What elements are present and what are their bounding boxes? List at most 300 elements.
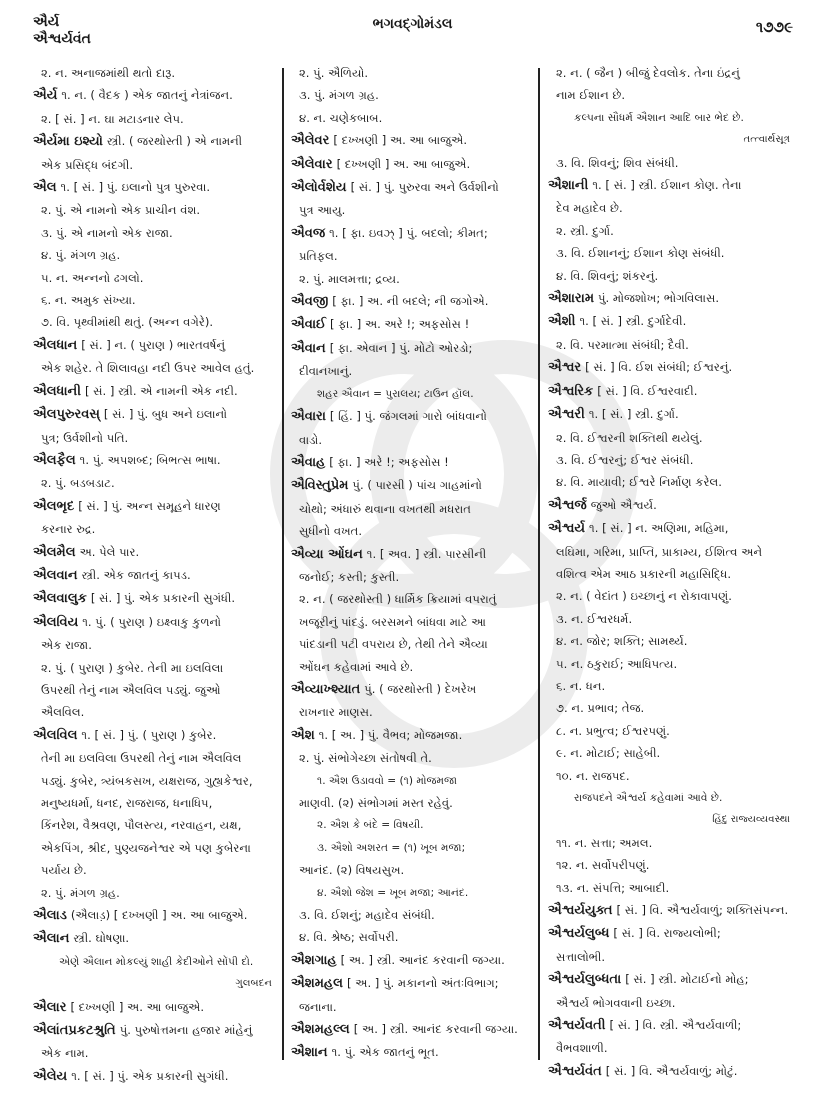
definition-line [291, 268, 531, 290]
definition-line [291, 498, 531, 520]
definition-line [291, 84, 531, 106]
definition-line [33, 289, 276, 311]
usage-example [291, 814, 531, 836]
definition-text: [ ફા. ] અરે !; અફસોસ ! [329, 454, 449, 469]
headword: ઐલવિલ [33, 727, 78, 743]
definition-text: સ્ત્રી. ( જરથોસ્તી ) એ નામની [106, 134, 243, 149]
definition-line [291, 520, 531, 542]
definition-text: [ ફા. એવાન ] પું. મોટો ઓરડો; [329, 340, 473, 355]
definition-text: ૨. પું. ઐળિયો. [299, 66, 369, 80]
definition-text: ૩. પું. મંગળ ગ્રહ. [299, 88, 379, 103]
definition-line [33, 108, 276, 130]
dictionary-entry [291, 949, 531, 972]
definition-text: ૨. પું. ( પુરાણ ) કુબેર. તેની મા ઇલવિલા [41, 660, 224, 675]
definition-line [33, 154, 276, 176]
usage-example [33, 951, 276, 973]
definition-text: ૮. ન. પ્રભુત્વ; ઈશ્વરપણું. [556, 723, 670, 738]
usage-example [291, 837, 531, 859]
dictionary-entry [33, 564, 276, 587]
definition-text: [ સં. ] વિ. સ્ત્રી. ઐશ્વર્યવાળી; [609, 1018, 742, 1033]
definition-line [548, 84, 794, 106]
definition-line [548, 653, 794, 675]
definition-text: રાજપદને ઐશ્વર્ય કહેવામાં આવે છે. [574, 792, 723, 804]
definition-text: વૈભવશાળી. [556, 1041, 608, 1056]
definition-text: ૧. [ સં. ] ન. અણિમા, મહિમા, [589, 521, 729, 536]
definition-text: ૭. વિ. પૃથ્વીમાંથી થતું. (અન્ન વગેરે). [41, 315, 214, 330]
dictionary-entry [33, 927, 276, 950]
definition-line [548, 720, 794, 742]
dictionary-entry [33, 403, 276, 426]
definition-text: સ્ત્રી. એક જાતનું કાપડ. [81, 567, 191, 582]
definition-line [33, 792, 276, 814]
definition-text: ૩. વિ. ઈશનું; મહાદેવ સંબંધી. [299, 908, 435, 923]
dictionary-entry [291, 290, 531, 313]
definition-line [291, 360, 531, 382]
headword: ઐવજી [291, 294, 329, 310]
definition-line [291, 566, 531, 588]
definition-text: ઐશ્વર્ય ભોગવવાની ઇચ્છા. [556, 995, 676, 1010]
definition-line [548, 541, 794, 563]
dictionary-entry [33, 380, 276, 403]
headword: ઐલેવાર [291, 156, 333, 172]
definition-text: ૧. ઐશ ઉડાવવો = (૧) મોજમજા [317, 774, 458, 787]
dictionary-entry [548, 968, 794, 991]
definition-text: [ સં. ] પું. પુરુરવા અને ઉર્વશીનો [350, 180, 499, 195]
definition-text: [ સં. ] વિ. ઈશ સંબંધી; ઈશ્વરનું. [585, 360, 733, 375]
dictionary-entry [33, 611, 276, 634]
definition-line [548, 449, 794, 471]
definition-line [33, 679, 276, 701]
dictionary-entry [548, 1060, 794, 1083]
usage-example [548, 107, 794, 129]
definition-line [33, 267, 276, 289]
dictionary-entry [33, 996, 276, 1019]
dictionary-entry [291, 724, 531, 747]
headword: ઐશ્વર્જ [548, 497, 587, 513]
citation-source [548, 129, 794, 151]
dictionary-entry [548, 899, 794, 922]
definition-line [291, 245, 531, 267]
definition-text: ૪. ઐશો જેશ = ખૂબ મજા; આનંદ. [317, 886, 469, 899]
definition-text: ૩. ઐશો અશરત = (૧) ખૂબ મજા; [317, 841, 466, 854]
definition-text: પુત્ર; ઉર્વશીનો પતિ. [41, 430, 129, 445]
definition-text: ૨. ન. ( જૈન ) બીજું દેવલોક. તેના ઇંદ્રનું [556, 66, 740, 80]
definition-text: કિંનરેશ, વૈશ્રવણ, પૌલસ્ત્ય, નરવાહન, યક્ષ, [41, 818, 242, 833]
dictionary-entry [291, 337, 531, 360]
definition-text: ૪. વિ. માયાવી; ઈશ્વરે નિર્માણ કરેલ. [556, 475, 722, 490]
definition-text: ૪. ન. જોર; શક્તિ; સામર્થ્ય. [556, 634, 688, 649]
headword: ઐશી [548, 314, 576, 330]
headword: ઐલધાન [33, 337, 78, 353]
dictionary-entry [291, 474, 531, 497]
dictionary-entry [33, 1065, 276, 1088]
headword: ઐશ્વર્યલુબ્ધ [548, 926, 610, 942]
definition-text: પુત્ર આયુ. [299, 203, 346, 218]
definition-text: પું. પુરુષોત્તમના હજાર માંહેનું [119, 1023, 253, 1038]
definition-line [291, 701, 531, 723]
headword: ઐશ્વર [548, 360, 582, 376]
definition-text: ૨. ન. ( જરથોસ્તી ) ધાર્મિક ક્રિયામાં વપરાતું [299, 592, 497, 607]
definition-text: ૨. પું. મંગળ ગ્રહ. [41, 885, 120, 900]
dictionary-entry [291, 1041, 531, 1064]
dictionary-entry [291, 972, 531, 995]
definition-text: ૧. [ સં. ] પું. એક પ્રકારની સુગંધી. [71, 1068, 229, 1083]
guide-word-last: ઐશ્વર્યવંત [33, 31, 91, 47]
definition-text: અ. પેલે પાર. [79, 544, 140, 559]
dictionary-entry [33, 176, 276, 199]
column-divider [538, 68, 540, 1060]
citation-source [548, 809, 794, 831]
dictionary-entry [548, 922, 794, 945]
definition-text: એક શહેર. તે શિલાવહા નદી ઉપર આવેલ હતું. [41, 361, 255, 376]
headword: ઐલાર [33, 999, 67, 1015]
dictionary-entry [291, 313, 531, 336]
dictionary-entry [33, 495, 276, 518]
definition-text: ૧. [ સં. ] સ્ત્રી. ઈશાન કોણ. તેના [592, 178, 742, 193]
definition-text: ૨. સ્ત્રી. દુર્ગા. [556, 223, 614, 238]
definition-text: ૨. ઐશ કે બંદે = વિષયી. [317, 819, 424, 832]
definition-text: ૪. વિ. શિવનું; શંકરનું. [556, 268, 659, 283]
definition-line [33, 634, 276, 656]
definition-text: [ ફા. ] અ. અરે !; અફસોસ ! [330, 317, 470, 332]
headword: ઐશ્વર્યવતી [548, 1018, 606, 1034]
headword: ઐલફૈલ [33, 452, 76, 468]
definition-text: [ સં. ] પું. અન્ન સમૂહને ધારણ [78, 498, 221, 513]
definition-text: નામ ઈશાન છે. [556, 88, 626, 103]
definition-line [33, 199, 276, 221]
headword: ઐલમૈલ [33, 544, 76, 560]
headword: ઐલેય [33, 1068, 68, 1084]
definition-line [291, 429, 531, 451]
definition-text: પાંદડાની પટી વપરાય છે, તેથી તેને ઐવ્યા [299, 637, 488, 652]
definition-text: ૬. ન. ધન. [556, 678, 606, 693]
definition-text: [ અ. ] પું. મકાનનો અંતઃવિભાગ; [347, 976, 499, 991]
definition-line [548, 152, 794, 174]
guide-word-first: ઐર્ય [33, 14, 60, 30]
definition-text: એણે ઐલાન મોકલ્યું શાહી કેદીઓને સોંપી દો. [59, 955, 254, 968]
definition-text: [ સં. ] પું. બુધ અને ઇલાનો [103, 407, 228, 422]
definition-text: પર્યાય છે. [41, 863, 87, 878]
definition-text: ૧૨. ન. સર્વોપરીપણું. [556, 858, 650, 873]
definition-text: સુધીનો વખત. [299, 524, 363, 539]
dictionary-entry [33, 84, 276, 107]
definition-text: લઘિમા, ગરિમા, પ્રાપ્તિ, પ્રાકામ્ય, ઈશિત્વ અને [556, 544, 763, 559]
definition-line [33, 701, 276, 723]
definition-text: ૪. વિ. શ્રેષ્ઠ; સર્વોપરી. [299, 930, 399, 945]
definition-text: ઓંઘન કહેવામાં આવે છે. [299, 659, 414, 674]
headword: ઐલાન [33, 931, 70, 947]
definition-text: [ સં. ] વિ. રાજ્યલોભી; [613, 926, 721, 941]
definition-text: ૪. પું. મંગળ ગ્રહ. [41, 248, 121, 263]
definition-text: સ્ત્રી. ઘોષણા. [73, 931, 130, 946]
definition-text: ૩. ન. ઈશ્વરધર્મ. [556, 611, 633, 626]
definition-line [291, 611, 531, 633]
definition-text: ૩. પું. એ નામનો એક રાજા. [41, 225, 173, 240]
headword: ઐશમહલ [291, 976, 343, 992]
definition-text: ૧. [ સં. ] સ્ત્રી. દુર્ગાદેવી. [579, 314, 687, 329]
definition-text: પડ્યું. કુબેર, ત્ર્યંબકસખ, યક્ષરાજ, ગુહ્યકેશ્વર, [41, 773, 253, 788]
headword: ઐલાડ [33, 908, 67, 924]
definition-text: ૯. ન. મોટાઈ; સાહેબી. [556, 746, 661, 761]
definition-line [548, 427, 794, 449]
definition-text: ૧. [ અ. ] પું. વૈભવ; મોજમજા. [318, 727, 463, 742]
definition-line [291, 62, 531, 84]
dictionary-entry [548, 403, 794, 426]
definition-line [548, 946, 794, 968]
definition-text: ૧૩. ન. સંપત્તિ; આબાદી. [556, 880, 670, 895]
dictionary-entry [33, 541, 276, 564]
definition-line [291, 588, 531, 610]
running-title: ભગવદ્ગોમંડલ [372, 16, 453, 32]
headword: ઐવારા [291, 409, 326, 425]
definition-line [548, 765, 794, 787]
definition-text: [ સં. ] વિ. ઈશ્વરવાદી. [597, 383, 698, 398]
dictionary-entry [548, 356, 794, 379]
definition-text: [ દખ્ખણી ] અ. આ બાજુએ. [333, 133, 468, 148]
definition-text: ૧. [ ફા. ઇવઝ્ ] પું. બદલો; કીમત; [329, 225, 488, 240]
dictionary-entry [291, 153, 531, 176]
definition-text: વશિત્વ એમ આઠ પ્રકારની મહાસિદ્ધિ. [556, 566, 732, 581]
definition-text: ૫. ન. ઠકુરાઈ; આધિપત્ય. [556, 656, 678, 671]
definition-text: એકપિંગ, શ્રીદ, પુણ્યજનેશ્વર એ પણ કુબેરના [41, 840, 251, 855]
definition-text: વાડો. [299, 432, 323, 447]
definition-line [33, 427, 276, 449]
headword: ઐલવાલુક [33, 591, 87, 607]
headword: ઐવાન [291, 340, 326, 356]
definition-text: [ સં. ] પું. એક પ્રકારની સુગંધી. [90, 591, 236, 606]
headword: ઐશ [291, 727, 315, 743]
headword: ઐશારામ [548, 291, 595, 307]
definition-text: દેવ મહાદેવ છે. [556, 201, 623, 216]
headword: ઐવાહ [291, 454, 326, 470]
definition-line [548, 1037, 794, 1059]
dictionary-entry [548, 517, 794, 540]
definition-text: ૪. ન. ચણેકબાબ. [299, 110, 383, 125]
headword: ઐર્ય [33, 88, 58, 104]
column-1 [33, 62, 276, 1088]
definition-text: જનાના. [299, 999, 337, 1014]
definition-line [33, 837, 276, 859]
definition-line [33, 472, 276, 494]
definition-line [33, 747, 276, 769]
definition-line [291, 633, 531, 655]
headword: ઐવજ [291, 225, 326, 241]
headword: ઐશમહલ્લ [291, 1022, 350, 1038]
definition-line [548, 675, 794, 697]
dictionary-entry [291, 222, 531, 245]
definition-text: ૨. ન. ( વેદાંત ) ઇચ્છાનું ન રોકાવાપણું. [556, 589, 732, 604]
definition-text: ૧૦. ન. રાજપદ. [556, 768, 630, 783]
definition-line [33, 244, 276, 266]
dictionary-entry [291, 678, 531, 701]
definition-line [33, 222, 276, 244]
headword: ઐર્યમા ઇશ્યો [33, 134, 103, 150]
definition-line [548, 62, 794, 84]
definition-text: ૧. [ સં. ] પું. ( પુરાણ ) કુબેર. [81, 727, 217, 742]
definition-text: ૧. [ સં. ] સ્ત્રી. દુર્ગા. [588, 407, 679, 422]
definition-text: મનુષ્યધર્મા, ધનદ, રાજરાજ, ધનાધિપ, [41, 796, 213, 810]
dictionary-entry [291, 129, 531, 152]
dictionary-entry [33, 724, 276, 747]
dictionary-entry [291, 405, 531, 428]
definition-line [548, 832, 794, 854]
definition-text: ૨. પું. માલમત્તા; દ્રવ્ય. [299, 271, 400, 286]
definition-line [548, 742, 794, 764]
definition-line [33, 882, 276, 904]
headword: ઐલવાન [33, 567, 78, 583]
definition-text: ૧. [ સં. ] પું. ઇલાનો પુત્ર પુરુરવા. [60, 180, 211, 195]
definition-text: ચોથો; અંધારું થવાના વખતથી મધરાત [299, 501, 471, 516]
definition-text: તત્ત્વાર્થસૂત્ર [743, 134, 790, 146]
definition-text: [ દખ્ખણી ] અ. આ બાજુએ. [70, 999, 205, 1014]
headword: ઐલેવર [291, 133, 330, 149]
definition-line [548, 334, 794, 356]
definition-line [291, 199, 531, 221]
headword: ઐવ્યાખ્શ્યાત [291, 681, 361, 697]
dictionary-entry [548, 494, 794, 517]
definition-text: [ સં. ] વિ. ઐશ્વર્યવાળું; મોટું. [605, 1063, 738, 1078]
definition-text: ૧. ન. ( વૈદક ) એક જાતનું નેત્રાંજન. [61, 88, 233, 103]
definition-text: હિંદુ રાજ્યવ્યવસ્થા [712, 814, 790, 826]
headword: ઐવાઈ [291, 317, 327, 333]
definition-text: એક પ્રસિદ્ધ બંદગી. [41, 157, 134, 172]
definition-text: [ સં. ] વિ. ઐશ્વર્યવાળું; શક્તિસંપન્ન. [616, 903, 789, 918]
definition-line [291, 792, 531, 814]
headword: ઐશ્વરિક [548, 383, 594, 399]
definition-text: (ઐલાડ઼) [ દખ્ખણી ] અ. આ બાજુએ. [70, 908, 248, 923]
headword: ઐલોર્વશેય [291, 180, 347, 196]
usage-example [548, 787, 794, 809]
definition-text: [ હિં. ] પું. જંગલમાં ગારો બાંધવાનો [329, 409, 487, 424]
usage-example [291, 770, 531, 792]
definition-text: ઐલવિલ. [41, 705, 85, 720]
definition-text: કરનાર રુદ્ર. [41, 522, 96, 537]
dictionary-entry [548, 310, 794, 333]
dictionary-entry [33, 449, 276, 472]
definition-line [33, 657, 276, 679]
definition-text: ૨. વિ. પરમાત્મા સંબંધી; દૈવી. [556, 337, 689, 352]
definition-line [548, 608, 794, 630]
definition-line [548, 220, 794, 242]
dictionary-entry [291, 1018, 531, 1041]
headword: ઐશાની [548, 178, 589, 194]
definition-text: રાખનાર માણસ. [299, 705, 373, 720]
definition-text: ૩. વિ. ઈશાનનું; ઈશાન કોણ સંબંધી. [556, 246, 725, 261]
definition-text: ખજૂરીનું પાંદડું. બરસમને બાંધવા માટે આ [299, 614, 486, 629]
definition-line [291, 656, 531, 678]
definition-line [291, 859, 531, 881]
headword: ઐશ્વર્યયુક્ત [548, 903, 613, 919]
definition-text: પું. મોજશોખ; ભોગવિલાસ. [598, 291, 720, 306]
definition-line [548, 563, 794, 585]
dictionary-entry [548, 1014, 794, 1037]
definition-line [291, 747, 531, 769]
headword: ઐશ્વરી [548, 407, 585, 423]
dictionary-entry [291, 543, 531, 566]
definition-text: [ સં. ] સ્ત્રી. એ નામની એક નદી. [84, 383, 238, 398]
definition-line [291, 904, 531, 926]
headword: ઐલપુરુરવસ્ [33, 407, 100, 423]
definition-line [548, 197, 794, 219]
column-2 [291, 62, 531, 1065]
definition-text: [ અ. ] સ્ત્રી. આનંદ કરવાની જગ્યા. [340, 952, 505, 967]
headword: ઐશ્વર્યલુબ્ધતા [548, 972, 622, 988]
definition-line [548, 854, 794, 876]
definition-text: ૭. ન. પ્રભાવ; તેજ. [556, 701, 645, 716]
dictionary-entry [33, 587, 276, 610]
definition-line [291, 926, 531, 948]
headword: ઐલ [33, 180, 57, 196]
definition-text: ૧. પું. એક જાતનું ભૂત. [331, 1045, 439, 1060]
definition-line [33, 859, 276, 881]
definition-text: ૫. ન. અન્નનો ઢગલો. [41, 270, 144, 285]
headword: ઐશાન [291, 1045, 328, 1061]
dictionary-entry [33, 904, 276, 927]
definition-line [33, 62, 276, 84]
definition-text: [ દખ્ખણી ] અ. આ બાજુએ. [336, 156, 471, 171]
usage-example [291, 383, 531, 405]
page-header [0, 14, 825, 54]
definition-text: [ સં. ] ન. ( પુરાણ ) ભારતવર્ષનું [81, 337, 226, 352]
definition-text: ૧૧. ન. સત્તા; અમલ. [556, 835, 653, 850]
definition-line [548, 265, 794, 287]
definition-text: પું. ( જરથોસ્તી ) દેખરેખ [364, 681, 477, 696]
definition-text: જનોઈ; કસ્તી; કુસ્તી. [299, 569, 400, 584]
dictionary-entry [33, 130, 276, 153]
page-number: ૧૭૭૯ [755, 18, 793, 36]
definition-text: તેની મા ઇલવિલા ઉપરથી તેનું નામ ઐલવિલ [41, 751, 242, 766]
headword: ઐશ્વર્ય [548, 521, 586, 537]
definition-line [291, 107, 531, 129]
definition-line [548, 585, 794, 607]
headword: ઐલવિય [33, 614, 79, 630]
definition-text: ૩. વિ. શિવનું; શિવ સંબંધી. [556, 155, 679, 170]
definition-text: ઉપરથી તેનું નામ ઐલવિલ પડ્યું. જુઓ [41, 682, 221, 697]
dictionary-entry [291, 451, 531, 474]
definition-text: શહર ઐવાન = પુરાલય; ટાઉન હૉલ. [317, 387, 474, 400]
definition-text: એક નામ. [41, 1046, 89, 1061]
definition-text: ગુલબદન [235, 978, 272, 990]
definition-text: ૧. પું. ( પુરાણ ) ઇક્ષ્વાકુ કુળનો [82, 614, 222, 629]
headword: ઐવિસ્તુપ્રેમ [291, 478, 349, 494]
column-3 [548, 62, 794, 1083]
usage-example [291, 882, 531, 904]
definition-line [33, 770, 276, 792]
definition-line [548, 992, 794, 1014]
dictionary-entry [291, 176, 531, 199]
definition-text: ૨. વિ. ઈશ્વરની શક્તિથી થયેલું. [556, 430, 703, 445]
definition-text: [ અ. ] સ્ત્રી. આનંદ કરવાની જગ્યા. [353, 1022, 518, 1037]
definition-text: ૨. પું. સંભોગેચ્છા સંતોષવી તે. [299, 751, 432, 766]
definition-line [33, 1042, 276, 1064]
headword: ઐશ્વર્યવંત [548, 1063, 602, 1079]
definition-text: આનંદ. (૨) વિષયસુખ. [299, 863, 405, 878]
headword: ઐશગાહ [291, 952, 337, 968]
definition-line [548, 471, 794, 493]
definition-text: ૧. પું. અપશબ્દ; બિભત્સ ભાષા. [79, 452, 221, 467]
definition-text: દીવાનખાનું. [299, 364, 353, 379]
column-divider [282, 68, 284, 1060]
definition-text: ૨. પું. એ નામનો એક પ્રાચીન વંશ. [41, 203, 201, 218]
definition-text: પ્રતિફલ. [299, 249, 338, 264]
definition-text: ૩. વિ. ઈશ્વરનું; ઈશ્વર સંબંધી. [556, 452, 694, 467]
definition-text: [ સં. ] સ્ત્રી. મોટાઈનો મોહ; [625, 972, 749, 987]
citation-source [33, 973, 276, 995]
dictionary-entry [33, 1019, 276, 1042]
headword: ઐવ્યા ઓંઘન [291, 546, 363, 562]
headword: ઐલાંતપ્રકટશ્રુતિ [33, 1023, 116, 1039]
definition-line [33, 311, 276, 333]
